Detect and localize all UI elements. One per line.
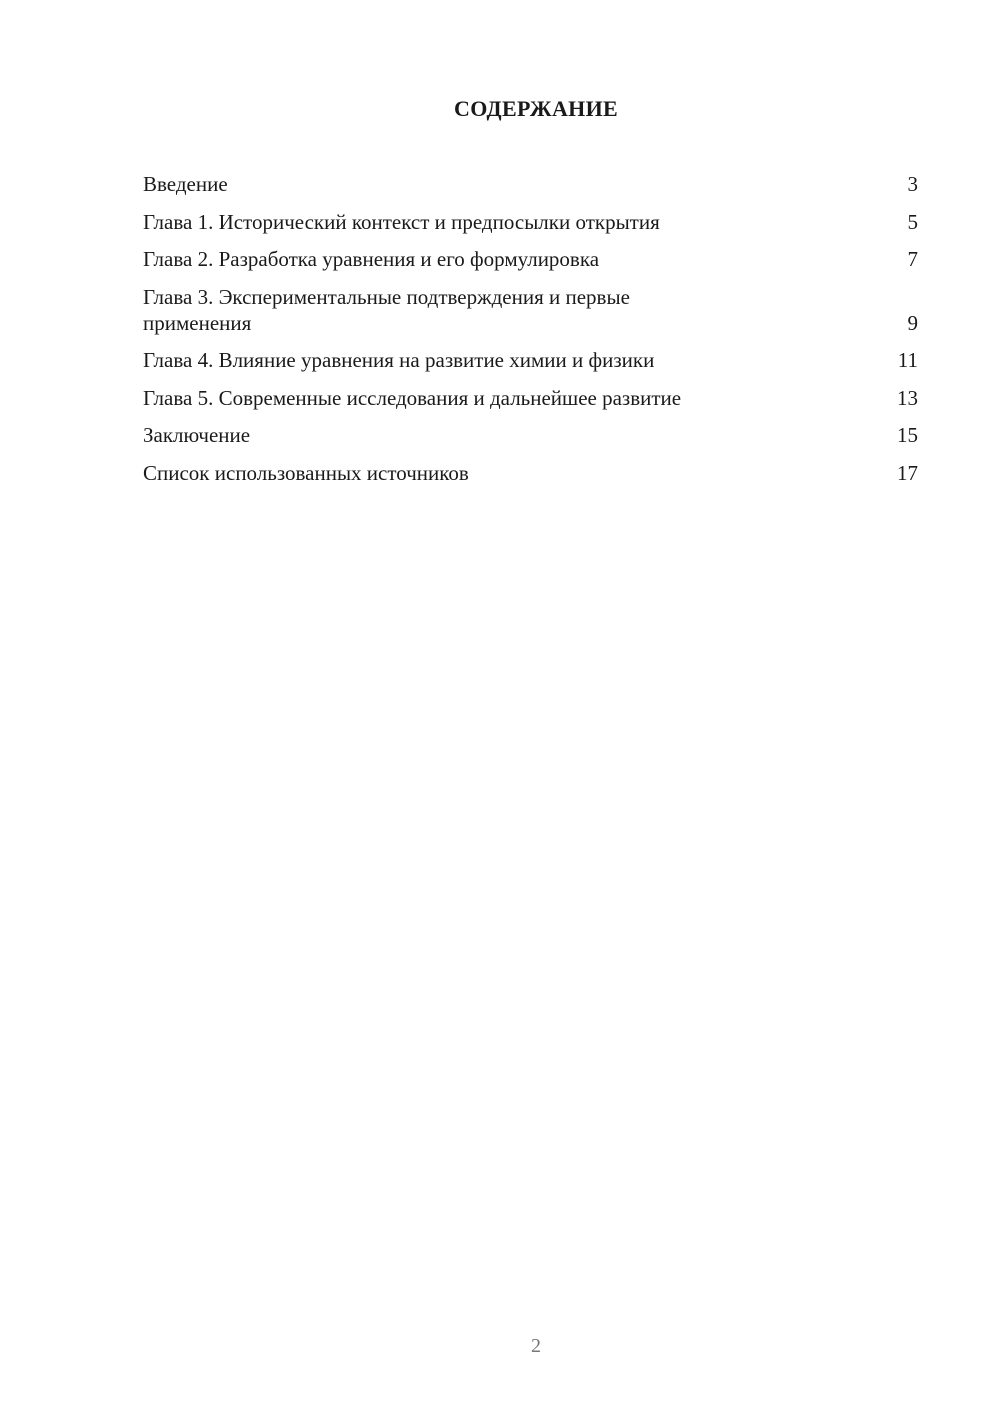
page-number: 2 <box>531 1335 541 1357</box>
toc-entry-title: Глава 3. Экспериментальные подтверждения и первые применения <box>143 284 630 335</box>
toc-entry-title: Глава 4. Влияние уравнения на развитие химии и физики <box>143 348 655 372</box>
toc-entry <box>143 209 918 235</box>
toc-entry-title: Список использованных источников <box>143 460 469 485</box>
page-title: СОДЕРЖАНИЕ <box>454 96 618 121</box>
toc-entry-page-number: 9 <box>907 310 918 335</box>
toc-entry-title: Глава 5. Современные исследования и дальнейшее развитие <box>143 385 682 410</box>
toc-entry-page-number: 3 <box>907 172 918 196</box>
table-of-contents <box>143 171 918 497</box>
toc-entry-title: Глава 2. Разработка уравнения и его формулировка <box>143 247 600 271</box>
toc-entry-page-number: 7 <box>907 247 918 271</box>
toc-entry <box>143 385 918 411</box>
toc-entry-page-number: 11 <box>897 348 918 372</box>
toc-entry-page-number: 15 <box>897 423 918 447</box>
toc-entry-page-number: 5 <box>907 209 918 234</box>
toc-entry-page-number: 13 <box>897 385 918 410</box>
toc-entry <box>143 347 918 373</box>
toc-entry <box>143 246 918 272</box>
toc-entry-title: Заключение <box>143 423 251 447</box>
toc-entry <box>143 171 918 197</box>
toc-entry-title: Глава 1. Исторический контекст и предпосылки открытия <box>143 209 660 234</box>
toc-entry <box>143 460 918 486</box>
toc-entry <box>143 422 918 448</box>
toc-entry-page-number: 17 <box>897 460 918 485</box>
toc-entry-title: Введение <box>143 172 228 196</box>
toc-entry <box>143 284 918 336</box>
